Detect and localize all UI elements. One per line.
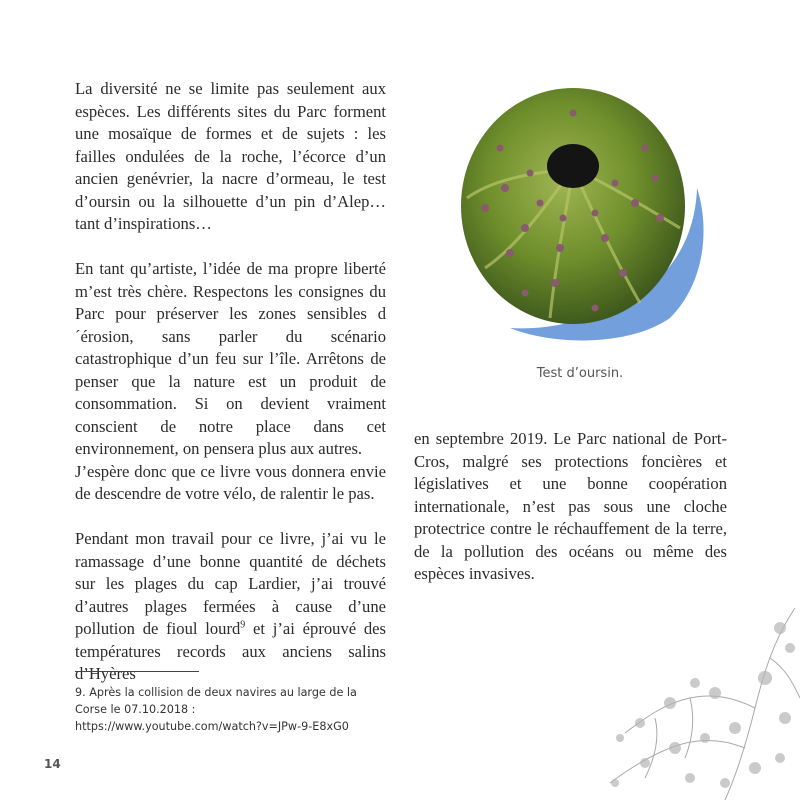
- paragraph-hope: J’espère donc que ce livre vous donnera envie de descendre de votre vélo, de ralentir le pas.: [75, 461, 386, 503]
- paragraph-diversity: La diversité ne se limite pas seulement aux espèces. Les différents sites du Parc forment une mosaïque de formes et de sujets : les failles ondulées de la roche, l’écorce d’un ancien genévrier, la nacre d’ormeau, le test d’oursin ou la silhouette d’un pin d’Alep… tant d’inspirations…: [75, 79, 386, 233]
- urchin-shell: [461, 88, 685, 324]
- footnote-url: https://www.youtube.com/watch?v=JPw-9-E8xG0: [75, 720, 349, 733]
- sea-urchin-test-illustration: [455, 78, 715, 348]
- footnote-line: Corse le 07.10.2018 :: [75, 703, 196, 716]
- right-text-column: [414, 428, 727, 586]
- paragraph-pollution: [75, 528, 386, 686]
- paragraph-pollution-text-a: Pendant mon travail pour ce livre, j’ai vu le ramassage d’une bonne quantité de déchets sur les plages du cap Lardier, j’ai trouvé d’autres plages fermées à cause d’une pollution de fioul lourd: [75, 529, 386, 638]
- footnote-divider: [75, 671, 199, 672]
- figure-caption: Test d’oursin.: [536, 366, 624, 381]
- paragraph-freedom: En tant qu’artiste, l’idée de ma propre liberté m’est très chère. Respectons les consignes du Parc pour préserver les zones sensibles d´érosion, sans parler du scénario catastrophique d’un feu sur l’île. Arrêtons de penser que la nature est un produit de consommation. Si on devient vraiment conscient de notre place dans cet environnement, on pensera plus aux autres.: [75, 259, 386, 458]
- footnote-reference: 9: [240, 619, 246, 631]
- footnote-line: 9. Après la collision de deux navires au large de la: [75, 686, 357, 699]
- footnote: [75, 684, 395, 735]
- paragraph-pollution-text-b: et j’ai éprouvé des températures records aux anciens salins d’Hyères: [75, 619, 387, 683]
- left-text-column: [75, 78, 386, 686]
- urchin-apical-hole: [547, 144, 599, 188]
- page-number: 14: [44, 757, 61, 771]
- plant-sketch-illustration: [595, 598, 800, 800]
- paragraph-continuation: en septembre 2019. Le Parc national de Port-Cros, malgré ses protections foncières et législatives et une bonne coopération internationale, n’est pas sous une cloche protectrice contre le réchauffement de la terre, de la pollution des océans ou même des espèces invasives.: [414, 429, 727, 583]
